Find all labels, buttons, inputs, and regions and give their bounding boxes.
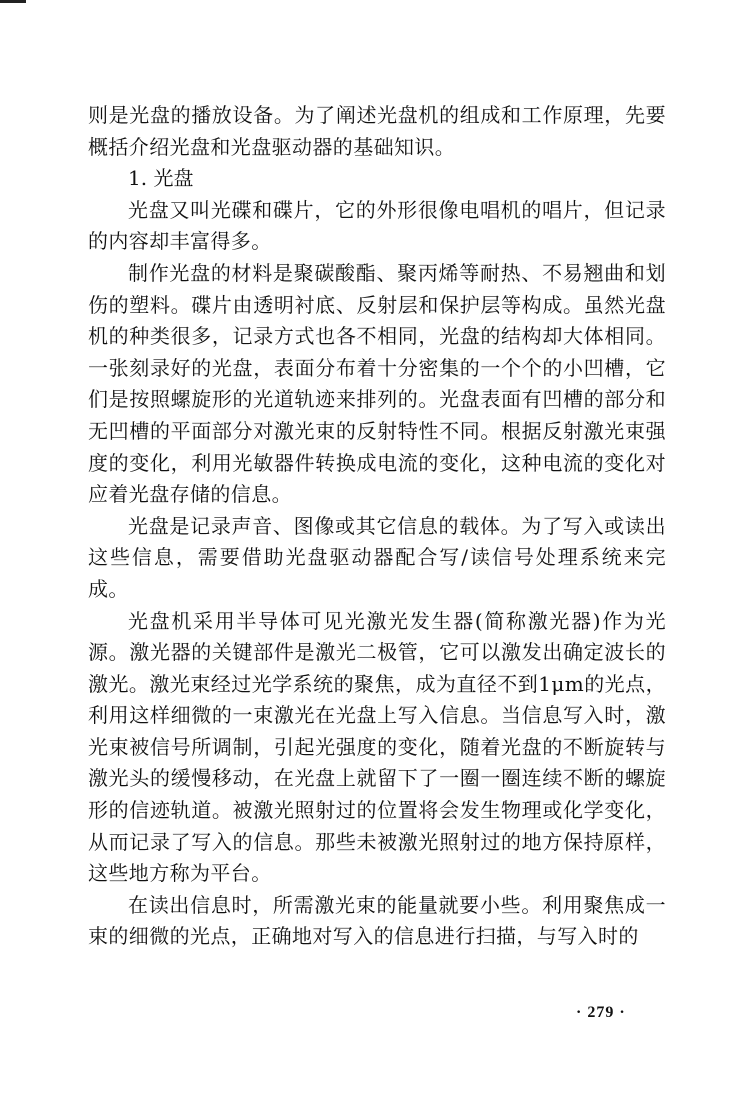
page-body (88, 100, 666, 953)
paragraph-disc-carrier: 光盘是记录声音、图像或其它信息的载体。为了写入或读出这些信息，需要借助光盘驱动器配合写/读信号处理系统来完成。 (88, 513, 666, 601)
paragraph-disc-definition: 光盘又叫光碟和碟片，它的外形很像电唱机的唱片，但记录的内容却丰富得多。 (88, 197, 666, 254)
section-heading: 1. 光盘 (128, 166, 194, 191)
scan-edge-mark (0, 0, 26, 3)
paragraph-intro: 则是光盘的播放设备。为了阐述光盘机的组成和工作原理，先要概括介绍光盘和光盘驱动器的基础知识。 (88, 103, 666, 159)
paragraph-reading: 在读出信息时，所需激光束的能量就要小些。利用聚焦成一束的细微的光点，正确地对写入的信息进行扫描，与写入时的 (88, 892, 666, 949)
page-number: · 279 · (576, 1004, 626, 1021)
paragraph-laser-writing: 光盘机采用半导体可见光激光发生器(简称激光器)作为光源。激光器的关键部件是激光二极管，它可以激发出确定波长的激光。激光束经过光学系统的聚焦，成为直径不到1μm的光点，利用这样细微的一束激光在光盘上写入信息。当信息写入时，激光束被信号所调制，引起光强度的变化，随着光盘的不断旋转与激光头的缓慢移动，在光盘上就留下了一圈一圈连续不断的螺旋形的信迹轨道。被激光照射过的位置将会发生物理或化学变化，从而记录了写入的信息。那些未被激光照射过的地方保持原样，这些地方称为平台。 (88, 608, 666, 886)
paragraph-disc-material: 制作光盘的材料是聚碳酸酯、聚丙烯等耐热、不易翘曲和划伤的塑料。碟片由透明衬底、反射层和保护层等构成。虽然光盘机的种类很多，记录方式也各不相同，光盘的结构却大体相同。一张刻录好的光盘，表面分布着十分密集的一个个的小凹槽，它们是按照螺旋形的光道轨迹来排列的。光盘表面有凹槽的部分和无凹槽的平面部分对激光束的反射特性不同。根据反射激光束强度的变化，利用光敏器件转换成电流的变化，这种电流的变化对应着光盘存储的信息。 (88, 260, 666, 507)
